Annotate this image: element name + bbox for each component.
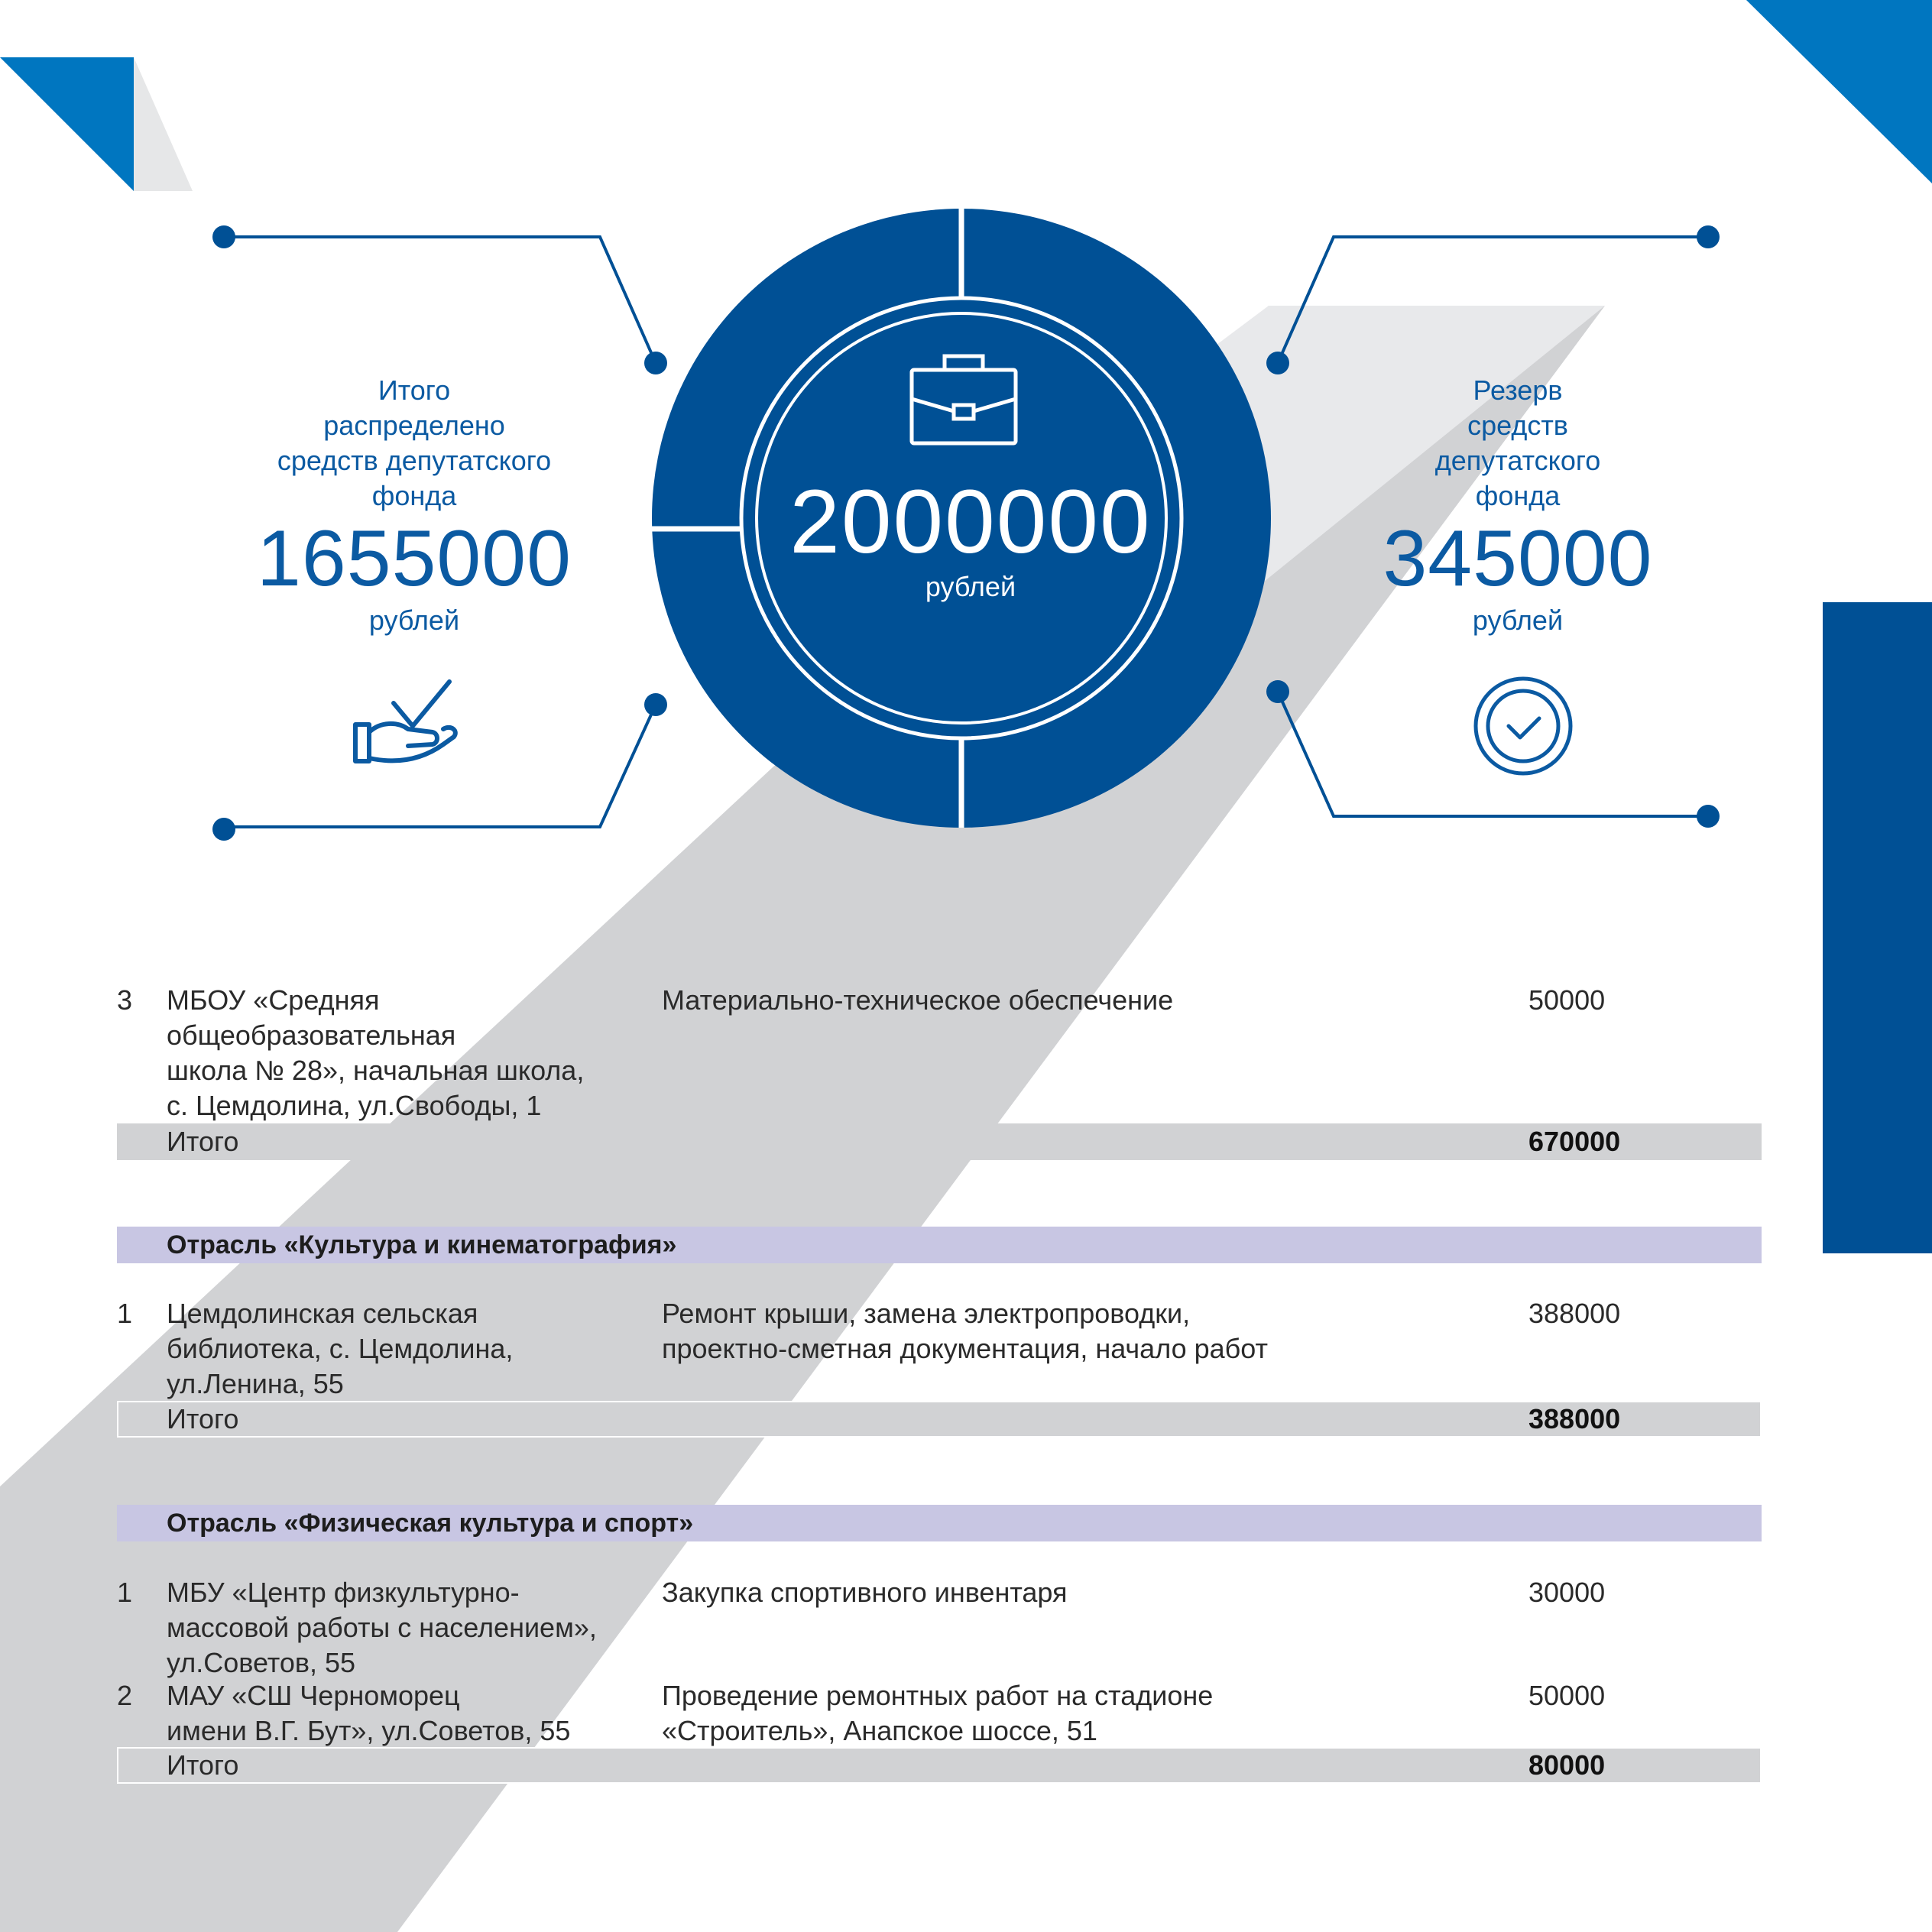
culture-sector-title: Отрасль «Культура и кинематография» [167, 1230, 677, 1259]
row-number: 1 [117, 1577, 133, 1608]
row-purpose: Проведение ремонтных работ на стадионе «Строитель», Анапское шоссе, 51 [662, 1680, 1214, 1746]
row-number: 2 [117, 1680, 133, 1711]
distributed-label-line: Итого [378, 374, 451, 406]
distributed-label-line: фонда [371, 480, 457, 511]
row-amount: 50000 [1528, 984, 1606, 1016]
sport-total-label: Итого [167, 1749, 239, 1781]
reserve-label-line: Резерв [1473, 374, 1563, 406]
row-amount: 30000 [1528, 1577, 1606, 1608]
culture-total-label: Итого [167, 1403, 239, 1434]
sport-sector-title: Отрасль «Физическая культура и спорт» [167, 1509, 694, 1538]
row-purpose: Ремонт крыши, замена электропроводки, проектно-сметная документация, начало работ [662, 1298, 1269, 1364]
education-total-row [117, 1123, 1762, 1160]
distributed-funds-stat [229, 373, 599, 637]
reserve-label-line: депутатского [1434, 445, 1601, 476]
hand-check-icon [355, 682, 455, 761]
sport-total-row [117, 1747, 1762, 1784]
reserve-funds-stat [1337, 373, 1698, 637]
row-purpose: Закупка спортивного инвентаря [662, 1577, 1068, 1608]
reserve-unit: рублей [1472, 605, 1564, 636]
row-number: 3 [117, 984, 133, 1016]
row-organization: МБОУ «Средняя общеобразовательная школа № 28», начальная школа, с. Цемдолина, ул.Свободы, 1 [167, 984, 585, 1121]
total-fund-value: 2000000 [789, 472, 1152, 572]
culture-total-row [117, 1401, 1762, 1438]
reserve-value: 345000 [1383, 514, 1653, 603]
row-purpose: Материально-техническое обеспечение [662, 984, 1174, 1016]
reserve-label-line: средств [1467, 410, 1568, 441]
distributed-label-line: средств депутатского [277, 445, 552, 476]
row-number: 1 [117, 1298, 133, 1329]
row-amount: 50000 [1528, 1680, 1606, 1711]
distributed-value: 1655000 [257, 514, 572, 603]
distributed-label-line: распределено [323, 410, 505, 441]
education-total-label: Итого [167, 1126, 239, 1157]
reserve-label-line: фонда [1475, 480, 1561, 511]
distributed-unit: рублей [368, 605, 460, 636]
row-organization: МАУ «СШ Черноморец имени В.Г. Бут», ул.Советов, 55 [167, 1680, 571, 1746]
circle-check-icon [1476, 679, 1571, 773]
culture-total-value: 388000 [1528, 1403, 1621, 1434]
sport-total-value: 80000 [1528, 1749, 1606, 1781]
row-organization: МБУ «Центр физкультурно- массовой работы с населением», ул.Советов, 55 [167, 1577, 597, 1678]
row-organization: Цемдолинская сельская библиотека, с. Цемдолина, ул.Ленина, 55 [167, 1298, 514, 1399]
education-total-value: 670000 [1528, 1126, 1621, 1157]
row-amount: 388000 [1528, 1298, 1621, 1329]
total-fund-unit: рублей [925, 571, 1016, 602]
